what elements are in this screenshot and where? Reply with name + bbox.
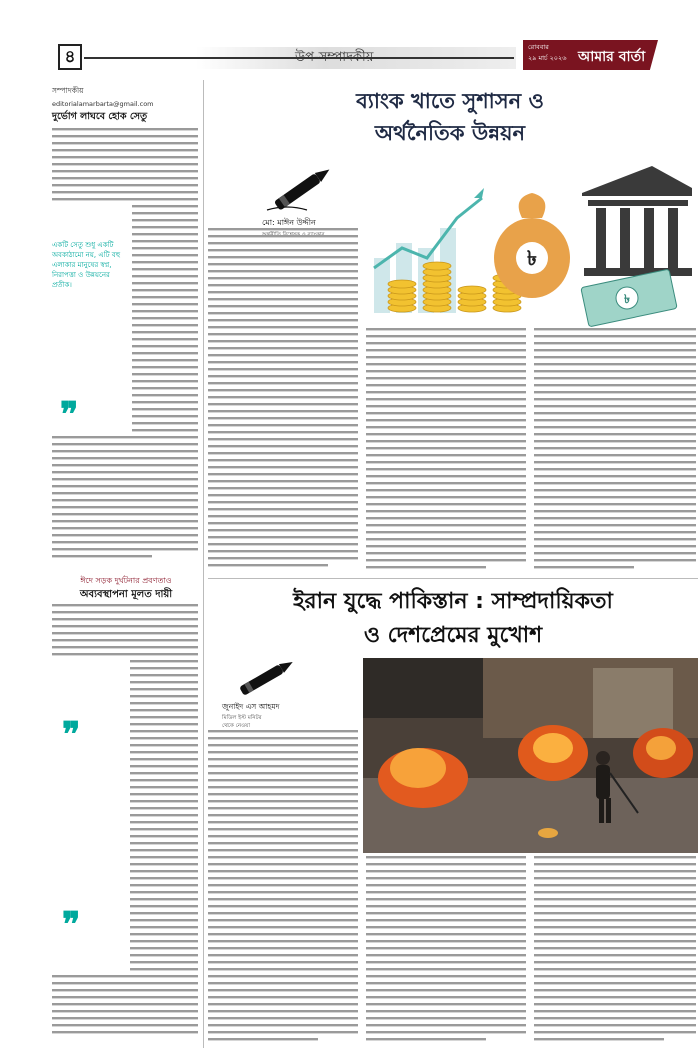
- article2-headline-line1: ইরান যুদ্ধে পাকিস্তান : সাম্প্রদায়িকতা: [293, 589, 613, 614]
- article1-body-text: [208, 228, 698, 574]
- article1-author: মো: মাঈন উদ্দীন: [262, 218, 316, 227]
- page-number: ৪: [58, 44, 82, 70]
- editorial-kicker: সম্পাদকীয়: [52, 86, 84, 95]
- column-rule: [203, 80, 204, 1048]
- editorial-pull-quote: একটি সেতু শুধু একটি অবকাঠামো নয়, এটি বহু এলাকার মানুষের স্বপ্ন, নিরাপত্তা ও উন্নয়নের প্রতীক।: [52, 241, 121, 289]
- quote-mark-icon: ❞: [62, 905, 81, 945]
- quote-mark-icon: ❞: [62, 715, 81, 755]
- article2-author: জুনাইদ এস আহমদ: [222, 702, 280, 711]
- article1-headline-line2: অর্থনৈতিক উন্নয়ন: [374, 121, 526, 145]
- article1-headline-line1: ব্যাংক খাতে সুশাসন ও: [356, 89, 544, 113]
- article1-headline: [205, 85, 695, 149]
- date-full: ২৯ মার্চ ২০২৬: [528, 54, 567, 62]
- pen-icon: [230, 660, 300, 696]
- editorial-body-text: [52, 128, 200, 568]
- article2-author-role-2: থেকে নেওয়া: [222, 723, 250, 729]
- op-ed-kicker: ঈদে সড়ক দুর্ঘটনার প্রবণতাও: [80, 576, 172, 585]
- article2-byline: [222, 702, 342, 730]
- date-weekday: রোববার: [528, 43, 549, 51]
- editorial-email: editorialamarbarta@gmail.com: [52, 100, 154, 108]
- taka-symbol: ৳: [527, 246, 537, 270]
- section-title: উপ-সম্পাদকীয়: [295, 50, 374, 65]
- date-block: [528, 42, 566, 64]
- editorial-title: দুর্ভোগ লাঘবে হোক সেতু: [52, 111, 148, 122]
- taka-symbol-note: ৳: [624, 292, 630, 306]
- newspaper-logo: আমার বার্তা: [578, 49, 646, 65]
- editorial-column: [52, 86, 200, 125]
- op-ed-body-text: [52, 604, 200, 1044]
- article2-headline: [208, 585, 698, 653]
- article2-headline-line2: ও দেশপ্রেমের মুখোশ: [363, 623, 543, 648]
- pen-icon: [262, 166, 340, 214]
- op-ed-title: অব্যবস্থাপনা মূলত দায়ী: [79, 589, 173, 600]
- article2-author-role-1: মিডিল ইস্ট মনিটর: [222, 715, 262, 721]
- page-header: [0, 0, 700, 80]
- article2-body-text: [208, 730, 698, 1046]
- quote-mark-icon: ❞: [60, 395, 79, 435]
- section-rule: [208, 578, 698, 579]
